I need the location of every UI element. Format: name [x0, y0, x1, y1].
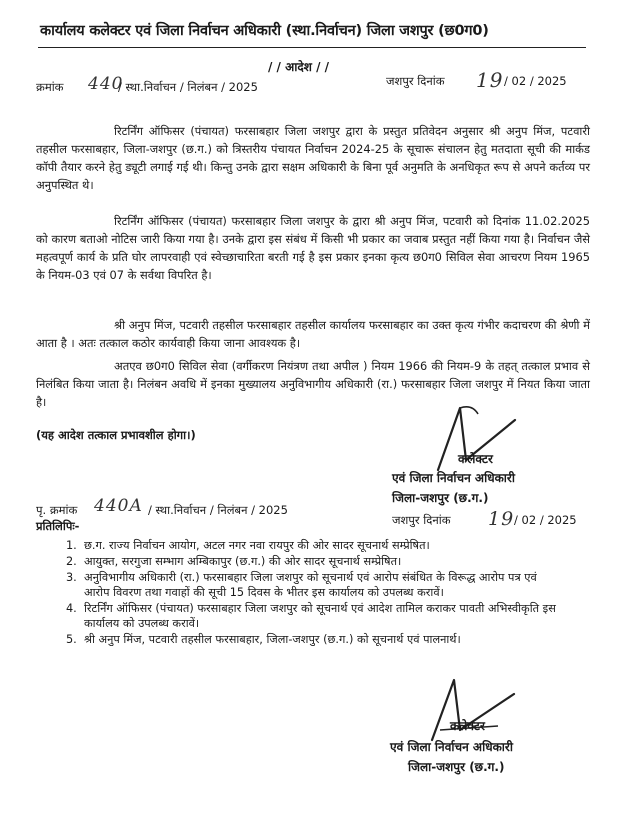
office-title: कार्यालय कलेक्टर एवं जिला निर्वाचन अधिकारी (स्था.निर्वाचन) जिला जशपुर (छ0ग0) [40, 23, 489, 39]
signature-mark-2 [410, 668, 530, 748]
signature2-designation: कलेक्टर [450, 719, 485, 733]
ref2-date-rest: / 02 / 2025 [514, 513, 577, 527]
list-item: 1. छ.ग. राज्य निर्वाचन आयोग, अटल नगर नवा रायपुर की ओर सादर सूचनार्थ सम्प्रेषित। [66, 539, 430, 552]
signature2-district: जिला-जशपुर (छ.ग.) [408, 760, 505, 774]
ref-suffix: / स्था.निर्वाचन / निलंबन / 2025 [118, 80, 258, 94]
signature1-designation: कलेक्टर [458, 452, 493, 466]
signature1-office: एवं जिला निर्वाचन अधिकारी [392, 471, 515, 485]
ref-number-handwritten: 440 [88, 74, 124, 94]
list-item: 2. आयुक्त, सरगुजा सम्भाग अम्बिकापुर (छ.ग.) की ओर सादर सूचनार्थ सम्प्रेषित। [66, 555, 402, 568]
title-underline [38, 47, 586, 48]
list-item: 4. रिटर्निंग ऑफिसर (पंचायत) फरसाबहार जिला जशपुर को सूचनार्थ एवं आदेश तामिल कराकर पावती अभिस्वीकृति इस कार्यालय को उपलब्ध करावें। [66, 602, 556, 630]
ref2-date-label: जशपुर दिनांक [392, 513, 451, 527]
ref2-date-day-handwritten: 19 [488, 508, 515, 530]
date-label: जशपुर दिनांक [386, 74, 445, 88]
ref2-number-handwritten: 440A [94, 496, 143, 516]
ref2-suffix: / स्था.निर्वाचन / निलंबन / 2025 [148, 503, 288, 517]
list-item: 5. श्री अनुप मिंज, पटवारी तहसील फरसाबहार, जिला-जशपुर (छ.ग.) को सूचनार्थ एवं पालनार्थ। [66, 633, 461, 646]
list-item: 3. अनुविभागीय अधिकारी (रा.) फरसाबहार जिला जशपुर को सूचनार्थ एवं आरोप संबंधित के विरूद्ध आरोप पत्र एवं आरोप विवरण तथा गवाहों की सूची 15 दिवस के भीतर इस कार्यालय को उपलब्ध करावें। [66, 571, 537, 599]
signature2-office: एवं जिला निर्वाचन अधिकारी [390, 740, 513, 754]
signature-mark-1 [420, 400, 530, 480]
copy-list [60, 538, 560, 648]
ref2-prefix: पृ. क्रमांक [36, 503, 78, 517]
paragraph-3: श्री अनुप मिंज, पटवारी तहसील फरसाबहार तहसील कार्यालय फरसाबहार का उक्त कृत्य गंभीर कदाचरण की श्रेणी में आता है । अतः तत्काल कठोर कार्यवाही किया जाना आवश्यक है। [36, 318, 590, 350]
ref-prefix: क्रमांक [36, 80, 64, 94]
date-day-handwritten: 19 [476, 68, 504, 92]
date-rest: / 02 / 2025 [504, 74, 567, 88]
paragraph-1: रिटर्निंग ऑफिसर (पंचायत) फरसाबहार जिला जशपुर द्वारा के प्रस्तुत प्रतिवेदन अनुसार श्री अनुप मिंज, पटवारी तहसील फरसाबहार, जिला-जशपुर (छ.ग.) को त्रिस्तरीय पंचायत निर्वाचन 2024-25 के सूचारू संचालन हेतु मतदाता सूची की मार्कड कॉपी तैयार करने हेतु ड्यूटी लगाई गई थी। किन्तु उनके द्वारा सक्षम अधिकारी के बिना पूर्व अनुमति के अनधिकृत रूप से अपने कर्तव्य पर अनुपस्थित थे। [36, 124, 590, 192]
signature1-district: जिला-जशपुर (छ.ग.) [392, 491, 489, 505]
paragraph-4: अतएव छ0ग0 सिविल सेवा (वर्गीकरण नियंत्रण तथा अपील ) नियम 1966 की नियम-9 के तहत् तत्काल प्रभाव से निलंबित किया जाता है। निलंबन अवधि में इनका मुख्यालय अनुविभागीय अधिकारी (रा.) फरसाबहार जिला जशपुर में नियत किया जाता है। [36, 359, 590, 409]
order-heading: / / आदेश / / [268, 60, 330, 74]
effective-note: (यह आदेश तत्काल प्रभावशील होगा।) [36, 428, 196, 442]
paragraph-2: रिटर्निंग ऑफिसर (पंचायत) फरसाबहार जिला जशपुर के द्वारा श्री अनुप मिंज, पटवारी को दिनांक 11.02.2025 को कारण बताओ नोटिस जारी किया गया है। उनके द्वारा इस संबंध में किसी भी प्रकार का जवाब प्रस्तुत नहीं किया गया है। निर्वाचन जैसे महत्वपूर्ण कार्य के प्रति घोर लापरवाही एवं स्वेच्छाचारिता बरती गई है इस प्रकार इनका कृत्य छ0ग0 सिविल सेवा आचरण नियम 1965 के नियम-03 एवं 07 के सर्वथा विपरित है। [36, 214, 590, 282]
copy-to-label: प्रतिलिपिः- [36, 519, 80, 533]
